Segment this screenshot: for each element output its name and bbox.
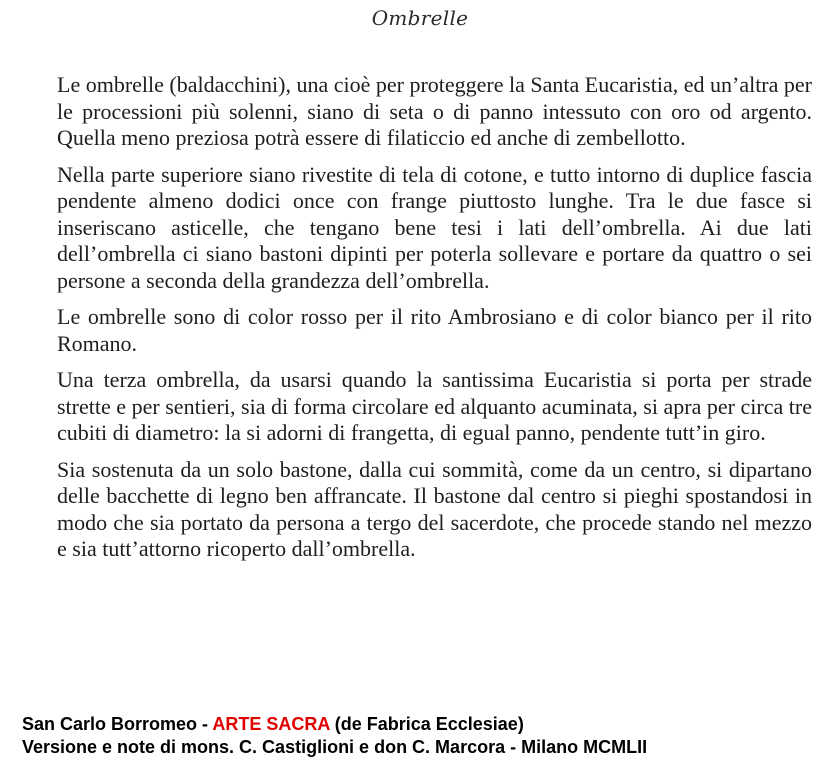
caption-work-subtitle: (de Fabrica Ecclesiae) bbox=[329, 714, 524, 734]
paragraph-4: Una terza ombrella, da usarsi quando la santissima Eucaristia si porta per strade strette e per sentieri, sia di forma circolare ed alquanto acuminata, si apra per circa tre cubiti di diametro: la si adorni di frangetta, di egual panno, pendente tutt’in giro. bbox=[57, 367, 812, 445]
source-caption bbox=[22, 713, 647, 759]
document-body bbox=[57, 72, 812, 563]
paragraph-2: Nella parte superiore siano rivestite di tela di cotone, e tutto intorno di duplice fascia pendente almeno dodici once con frange piuttosto lunghe. Tra le due fasce si inseriscano asticelle, che tengano bene tesi i lati dell’ombrella. Ai due lati dell’ombrella ci siano bastoni dipinti per poterla sollevare e portare da quattro o sei persone a seconda della grandezza dell’ombrella. bbox=[57, 161, 812, 293]
caption-edition: Versione e note di mons. C. Castiglioni e don C. Marcora - Milano MCMLII bbox=[22, 737, 648, 757]
caption-line-1 bbox=[22, 713, 647, 736]
page-title: Ombrelle bbox=[371, 6, 469, 30]
caption-work-title: ARTE SACRA bbox=[212, 714, 330, 734]
caption-author: San Carlo Borromeo - bbox=[22, 714, 213, 734]
paragraph-3: Le ombrelle sono di color rosso per il rito Ambrosiano e di color bianco per il rito Romano. bbox=[57, 304, 812, 356]
paragraph-1: Le ombrelle (baldacchini), una cioè per proteggere la Santa Eucaristia, ed un’altra per le processioni più solenni, siano di seta o di panno intessuto con oro od argento. Quella meno preziosa potrà essere di filaticcio ed anche di zembellotto. bbox=[57, 72, 812, 150]
paragraph-5: Sia sostenuta da un solo bastone, dalla cui sommità, come da un centro, si dipartano delle bacchette di legno ben affrancate. Il bastone dal centro si pieghi spostandosi in modo che sia portato da persona a tergo del sacerdote, che procede stando nel mezzo e sia tutt’attorno ricoperto dall’ombrella. bbox=[57, 456, 812, 561]
